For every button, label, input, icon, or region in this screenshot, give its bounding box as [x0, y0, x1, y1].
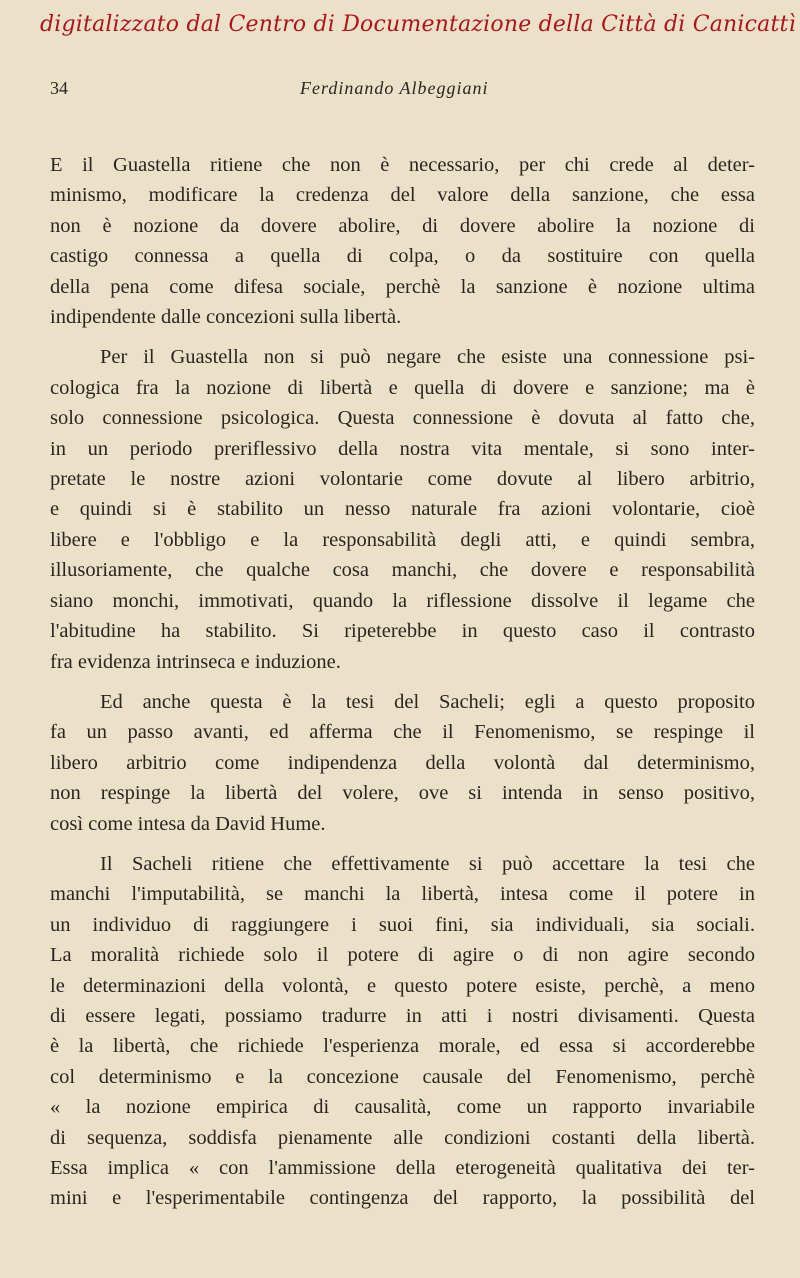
text-line: indipendente dalle concezioni sulla libertà.: [50, 306, 402, 329]
running-head: Ferdinando Albeggiani: [300, 78, 489, 98]
text-line: non è nozione da dovere abolire, di dovere abolire la nozione di: [50, 214, 755, 237]
text-line: mini e l'esperimentabile contingenza del rapporto, la possibilità del: [50, 1187, 755, 1210]
page-number: 34: [50, 78, 68, 98]
text-line: illusoriamente, che qualche cosa manchi, che dovere e responsabilità: [50, 559, 755, 582]
text-line: « la nozione empirica di causalità, come un rapporto invariabile: [50, 1096, 755, 1119]
text-line: Il Sacheli ritiene che effettivamente si può accettare la tesi che: [100, 852, 755, 875]
text-line: di essere legati, possiamo tradurre in atti i nostri divisamenti. Questa: [50, 1004, 755, 1027]
paragraph: [50, 342, 755, 676]
text-line: Ed anche questa è la tesi del Sacheli; egli a questo proposito: [100, 690, 755, 713]
paragraph: [50, 150, 755, 332]
text-line: l'abitudine ha stabilito. Si ripeterebbe in questo caso il contrasto: [50, 620, 755, 643]
text-line: pretate le nostre azioni volontarie come dovute al libero arbitrio,: [50, 468, 755, 491]
text-line: siano monchi, immotivati, quando la riflessione dissolve il legame che: [50, 589, 755, 612]
text-line: libero arbitrio come indipendenza della volontà dal determinismo,: [50, 751, 755, 774]
page-header: [50, 74, 750, 102]
text-line: della pena come difesa sociale, perchè la sanzione è nozione ultima: [50, 275, 755, 298]
text-line: fa un passo avanti, ed afferma che il Fenomenismo, se respinge il: [50, 721, 755, 744]
text-line: così come intesa da David Hume.: [50, 812, 326, 835]
text-line: un individuo di raggiungere i suoi fini, sia individuali, sia sociali.: [50, 913, 755, 936]
text-line: è la libertà, che richiede l'esperienza morale, ed essa si accorderebbe: [50, 1035, 755, 1058]
text-line: fra evidenza intrinseca e induzione.: [50, 650, 341, 673]
text-line: libere e l'obbligo e la responsabilità degli atti, e quindi sembra,: [50, 528, 755, 551]
text-line: minismo, modificare la credenza del valore della sanzione, che essa: [50, 184, 755, 207]
text-line: castigo connessa a quella di colpa, o da sostituire con quella: [50, 245, 755, 268]
text-line: cologica fra la nozione di libertà e quella di dovere e sanzione; ma è: [50, 376, 755, 399]
text-line: E il Guastella ritiene che non è necessario, per chi crede al deter-: [50, 154, 755, 176]
text-line: solo connessione psicologica. Questa connessione è dovuta al fatto che,: [50, 407, 755, 430]
text-line: Per il Guastella non si può negare che esiste una connessione psi-: [100, 346, 755, 369]
text-line: La moralità richiede solo il potere di agire o di non agire secondo: [50, 944, 755, 967]
text-line: non respinge la libertà del volere, ove si intenda in senso positivo,: [50, 782, 755, 805]
digitization-watermark: digitalizzato dal Centro di Documentazione della Città di Canicattì: [40, 12, 796, 37]
text-line: col determinismo e la concezione causale del Fenomenismo, perchè: [50, 1065, 755, 1088]
text-line: manchi l'imputabilità, se manchi la libertà, intesa come il potere in: [50, 883, 755, 906]
text-line: Essa implica « con l'ammissione della eterogeneità qualitativa dei ter-: [50, 1157, 755, 1179]
paragraph: [50, 849, 755, 1214]
text-line: di sequenza, soddisfa pienamente alle condizioni costanti della libertà.: [50, 1126, 755, 1149]
text-line: e quindi si è stabilito un nesso naturale fra azioni volontarie, cioè: [50, 498, 755, 521]
text-line: le determinazioni della volontà, e questo potere esiste, perchè, a meno: [50, 974, 755, 997]
body-text: [50, 150, 755, 1224]
text-line: in un periodo preriflessivo della nostra vita mentale, si sono inter-: [50, 437, 755, 460]
paragraph: [50, 687, 755, 839]
